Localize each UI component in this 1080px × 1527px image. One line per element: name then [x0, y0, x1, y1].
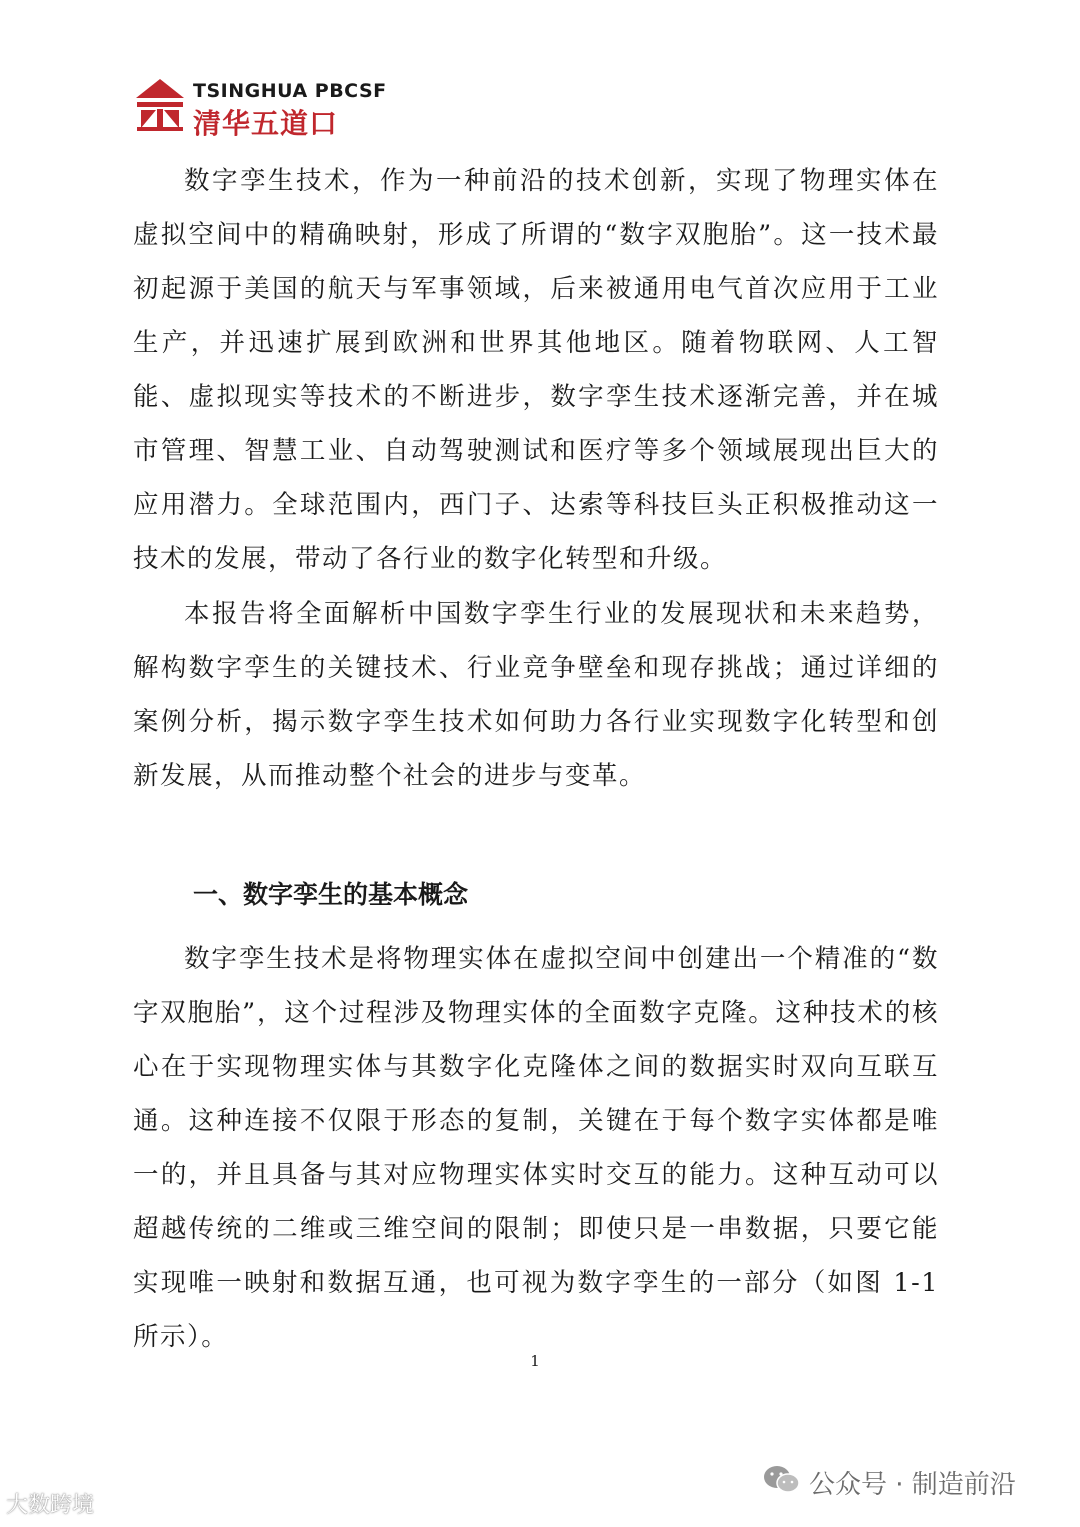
watermark-left-text: 大数跨境 — [6, 1493, 95, 1518]
watermark-right-text: 公众号 · 制造前沿 — [809, 1470, 1016, 1500]
pbcsf-logo-icon — [133, 76, 187, 132]
section-heading: 一、数字孪生的基本概念 — [193, 880, 469, 909]
intro-paragraph-1: 数字孪生技术，作为一种前沿的技术创新，实现了物理实体在虚拟空间中的精确映射，形成了所谓的“数字双胞胎”。这一技术最初起源于美国的航天与军事领域，后来被通用电气首次应用于工业生产，并迅速扩展到欧洲和世界其他地区。随着物联网、人工智能、虚拟现实等技术的不断进步，数字孪生技术逐渐完善，并在城市管理、智慧工业、自动驾驶测试和医疗等多个领域展现出巨大的应用潜力。全球范围内，西门子、达索等科技巨头正积极推动这一技术的发展，带动了各行业的数字化转型和升级。 — [133, 166, 939, 574]
logo-english-text: TSINGHUA PBCSF — [193, 80, 387, 102]
watermark-left — [6, 1488, 94, 1519]
section-paragraph: 数字孪生技术是将物理实体在虚拟空间中创建出一个精准的“数字双胞胎”，这个过程涉及物理实体的全面数字克隆。这种技术的核心在于实现物理实体与其数字化克隆体之间的数据实时双向互联互通。这种连接不仅限于形态的复制，关键在于每个数字实体都是唯一的，并且具备与其对应物理实体实时交互的能力。这种互动可以超越传统的二维或三维空间的限制；即使只是一串数据，只要它能实现唯一映射和数据互通，也可视为数字孪生的一部分（如图 1-1 所示）。 — [133, 944, 939, 1352]
page-number: 1 — [530, 1352, 540, 1370]
intro-paragraph-2: 本报告将全面解析中国数字孪生行业的发展现状和未来趋势，解构数字孪生的关键技术、行业竞争壁垒和现存挑战；通过详细的案例分析，揭示数字孪生技术如何助力各行业实现数字化转型和创新发展，从而推动整个社会的进步与变革。 — [133, 599, 939, 791]
logo-chinese-text: 清华五道口 — [193, 107, 339, 140]
watermark-right — [763, 1458, 1063, 1504]
wechat-icon — [763, 1464, 801, 1496]
logo — [133, 76, 387, 140]
